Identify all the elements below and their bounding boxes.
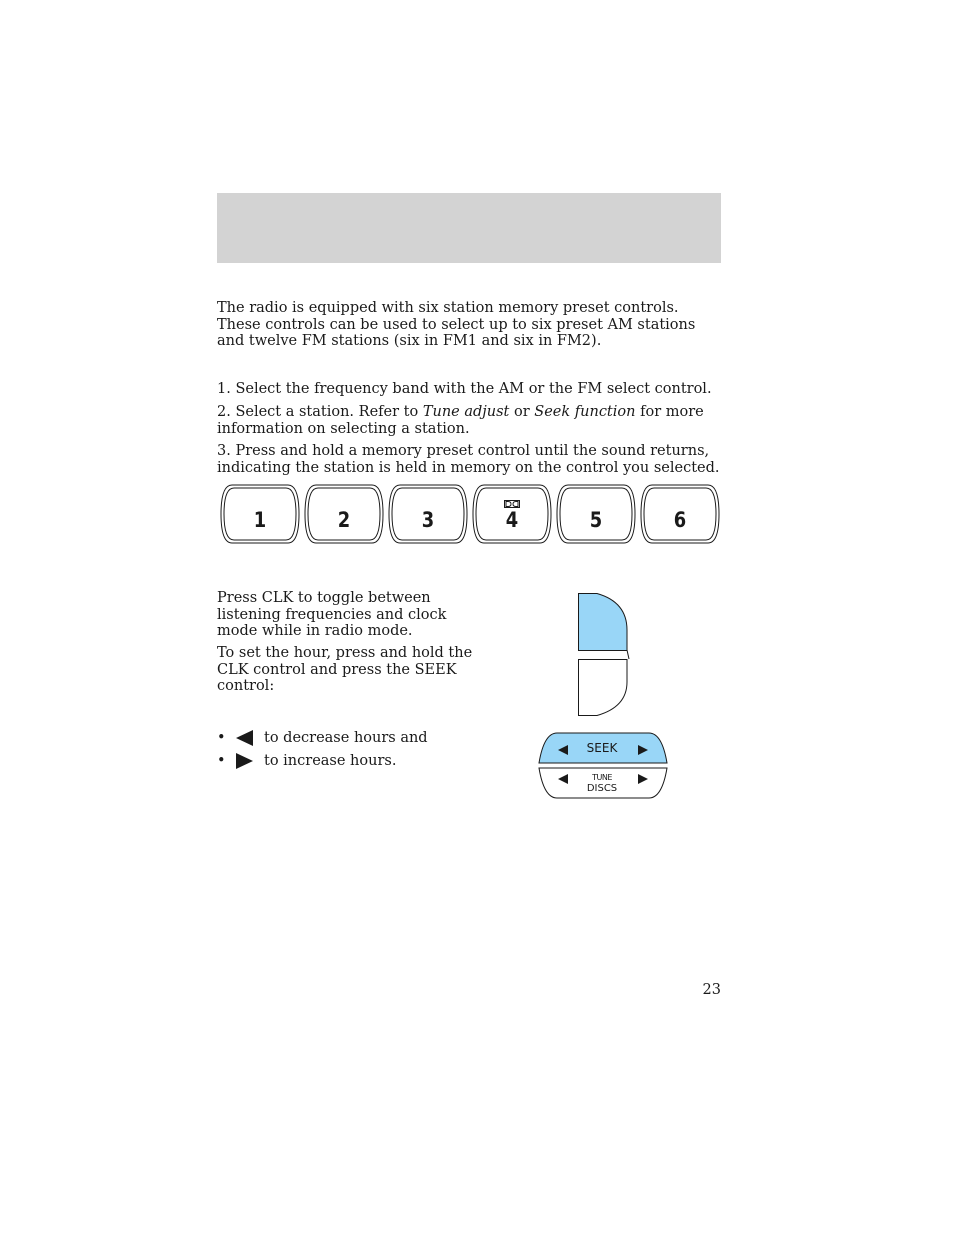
- step-2-text-after: for more information on selecting a station.: [217, 404, 704, 437]
- seek-function-reference: Seek function: [534, 404, 636, 420]
- preset-button-6[interactable]: [640, 484, 720, 544]
- step-1-text: 1. Select the frequency band with the AM or the FM select control.: [217, 381, 712, 397]
- clock-paragraph-2: [217, 645, 477, 695]
- clock-paragraph-1: [217, 590, 467, 640]
- preset-button-2[interactable]: [304, 484, 384, 544]
- seek-control-diagram: [537, 731, 669, 801]
- left-arrow-icon: [235, 729, 254, 747]
- tune-adjust-reference: Tune adjust: [422, 404, 510, 420]
- preset-number: 3: [421, 508, 435, 532]
- intro-text: The radio is equipped with six station memory preset controls. These controls can be used to select up to six preset AM stations and twelve FM stations (six in FM1 and six in FM2).: [217, 300, 696, 349]
- preset-button-1[interactable]: [220, 484, 300, 544]
- clk-button-lower: [579, 660, 628, 716]
- bullet-increase-text: to increase hours.: [264, 753, 397, 769]
- header-band: [217, 193, 721, 263]
- step-1: [217, 381, 721, 398]
- preset-button-5[interactable]: [556, 484, 636, 544]
- clock-paragraph-1-text: Press CLK to toggle between listening frequencies and clock mode while in radio mode.: [217, 590, 447, 639]
- bullet-dot: •: [217, 730, 226, 746]
- preset-button-3[interactable]: [388, 484, 468, 544]
- clock-paragraph-2-text: To set the hour, press and hold the CLK control and press the SEEK control:: [217, 645, 473, 694]
- step-2-text-before: 2. Select a station. Refer to: [217, 404, 423, 420]
- preset-number: 6: [673, 508, 687, 532]
- bullet-decrease-text: to decrease hours and: [264, 730, 428, 746]
- right-arrow-icon: [235, 752, 254, 770]
- step-2: [217, 404, 721, 437]
- intro-paragraph: [217, 300, 717, 350]
- step-3: [217, 443, 721, 476]
- step-3-text: 3. Press and hold a memory preset control until the sound returns, indicating the station is held in memory on the control you selected.: [217, 443, 720, 476]
- seek-label: SEEK: [586, 741, 618, 755]
- memory-preset-controls: [220, 484, 722, 544]
- step-2-text-mid: or: [509, 404, 535, 420]
- preset-number: 1: [253, 508, 267, 532]
- clk-button-upper: [579, 594, 628, 651]
- preset-number: 5: [589, 508, 603, 532]
- tune-label: TUNE: [592, 773, 612, 782]
- preset-number: 2: [337, 508, 351, 532]
- preset-number: 4: [505, 508, 519, 532]
- bullet-dot: •: [217, 753, 226, 769]
- clk-control-diagram: [577, 592, 631, 718]
- page-number: 23: [702, 982, 721, 998]
- discs-label: DISCS: [586, 783, 618, 794]
- preset-button-4[interactable]: [472, 484, 552, 544]
